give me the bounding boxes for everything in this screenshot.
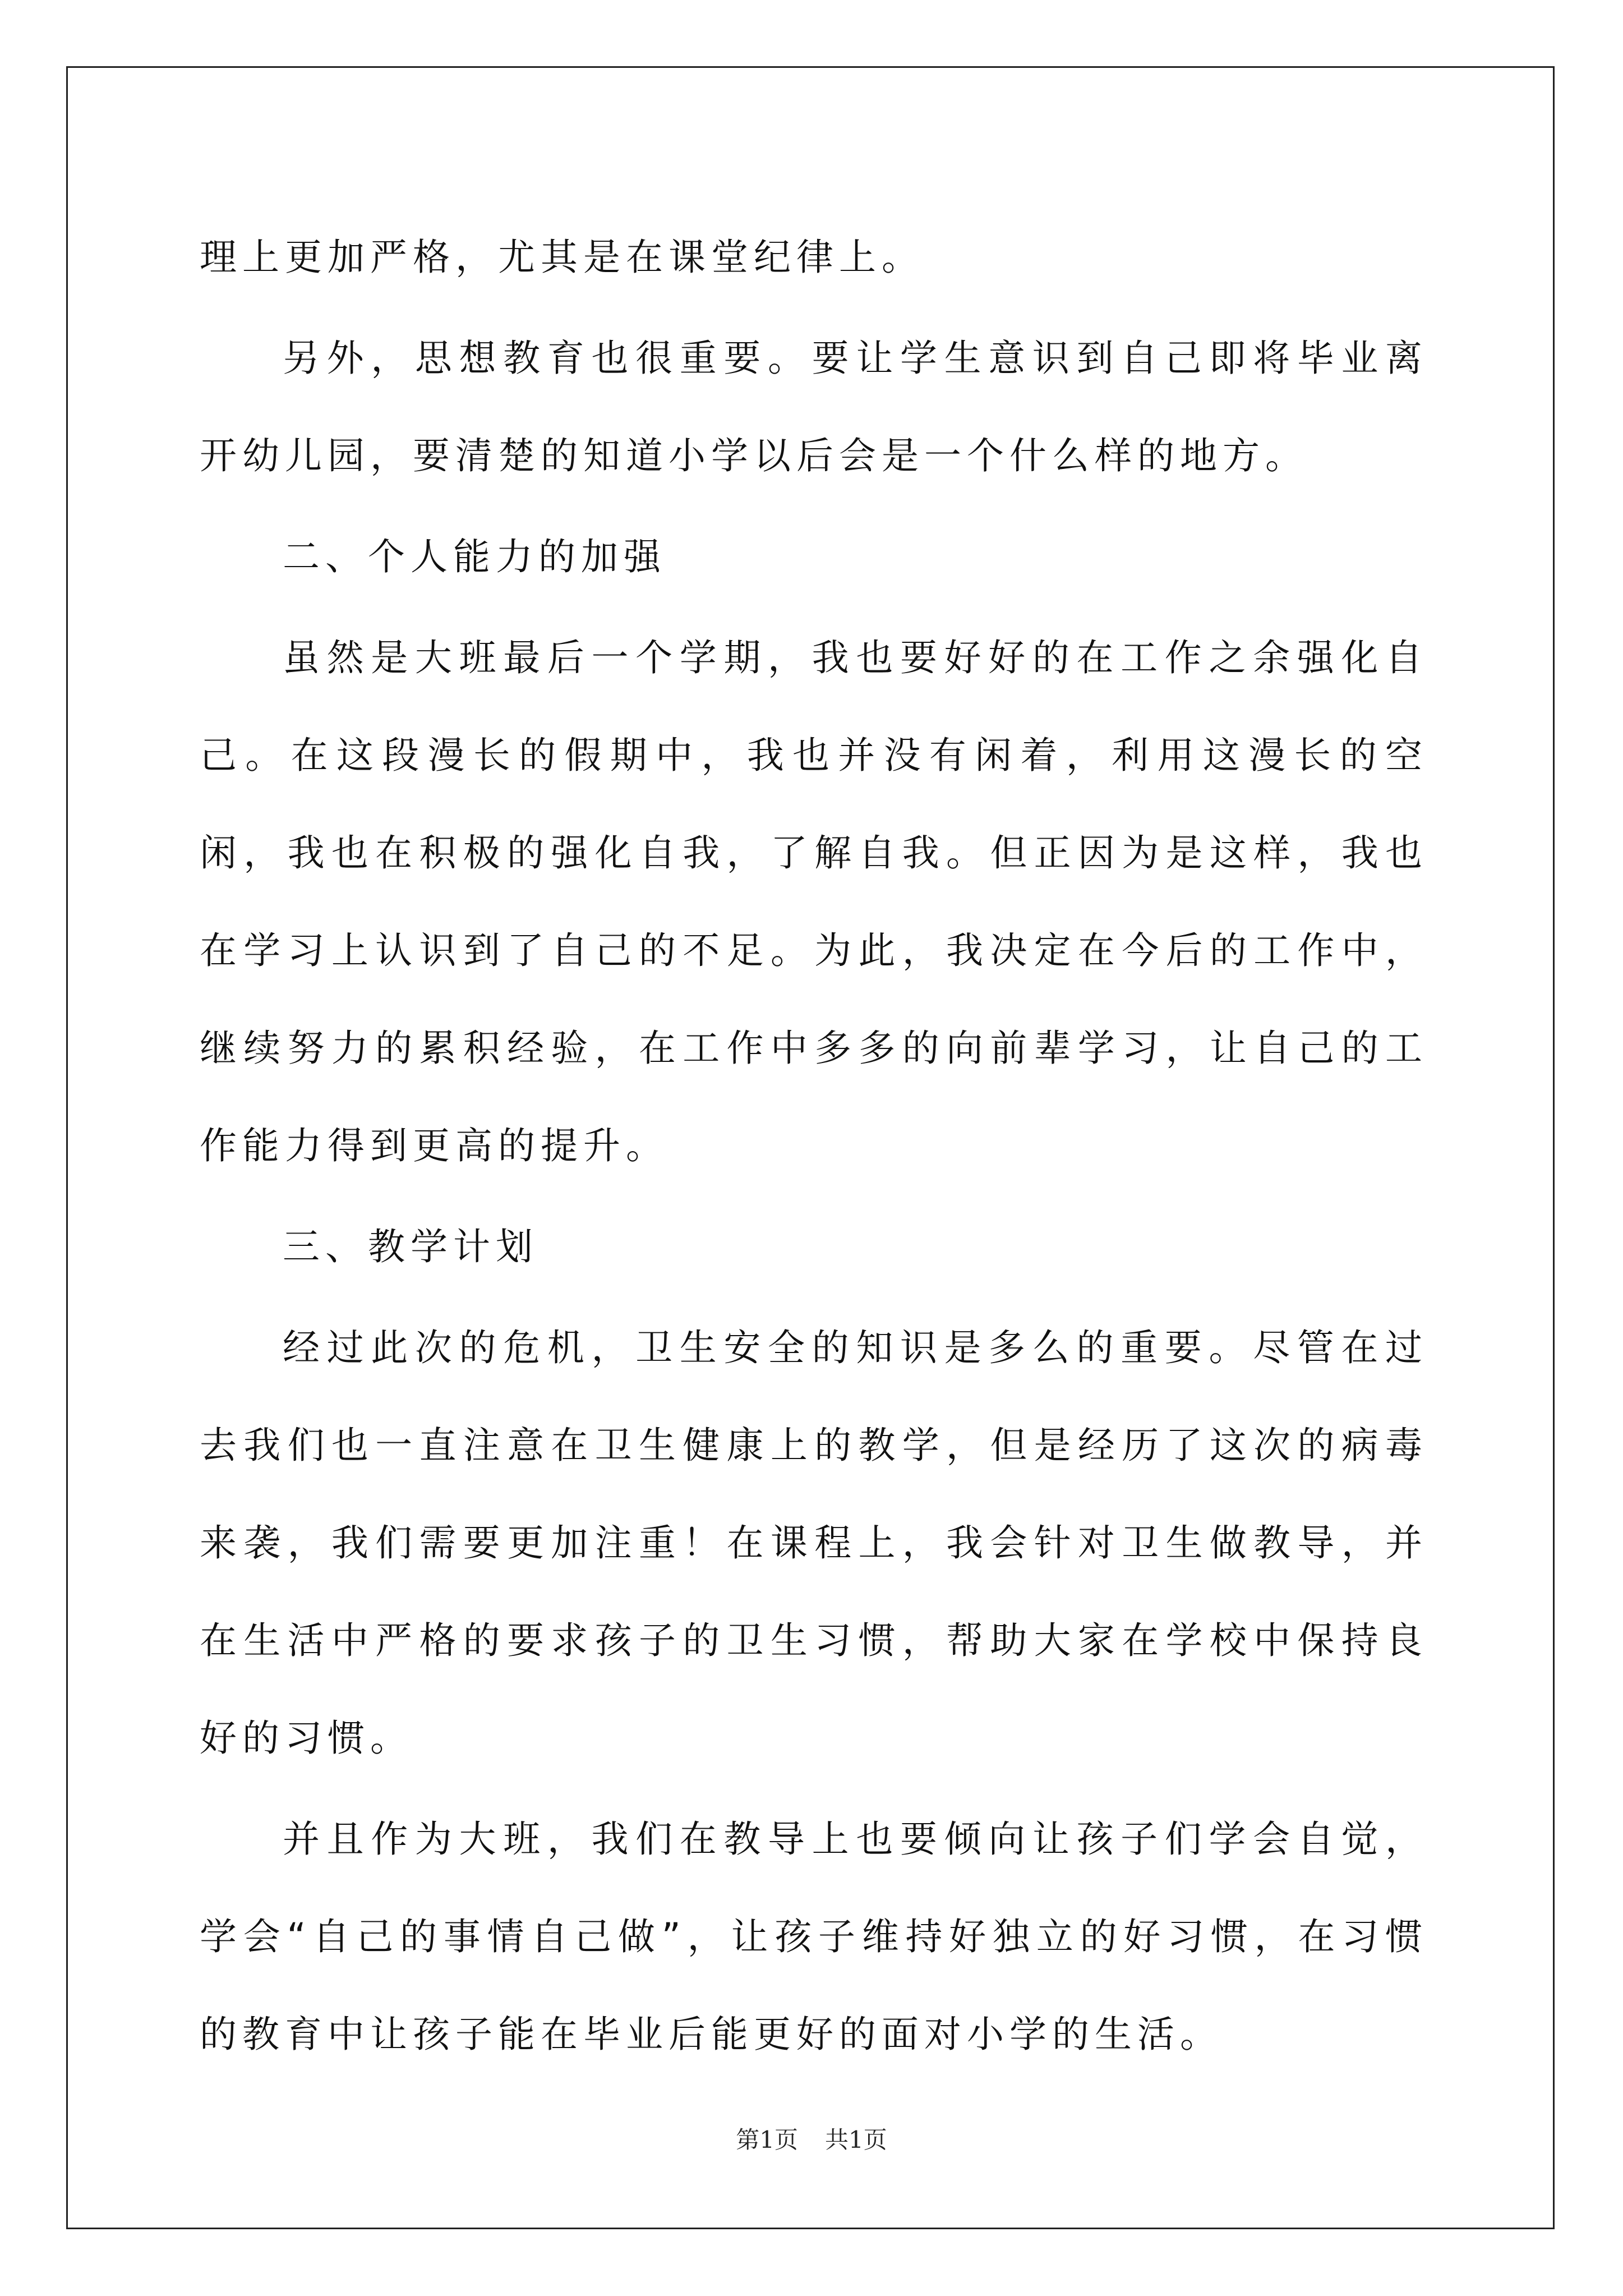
page-number: 第1页 xyxy=(736,2126,798,2154)
paragraph-ideology-education: 另外，思想教育也很重要。要让学生意识到自己即将毕业离开幼儿园，要清楚的知道小学以后会是一个什么样的地方。 xyxy=(200,337,1428,477)
page-footer xyxy=(0,2122,1623,2155)
paragraph-personal-ability: 虽然是大班最后一个学期，我也要好好的在工作之余强化自己。在这段漫长的假期中，我也并没有闲着，利用这漫长的空闲，我也在积极的强化自我，了解自我。但正因为是这样，我也在学习上认识到了自己的不足。为此，我决定在今后的工作中，继续努力的累积经验，在工作中多多的向前辈学习，让自己的工作能力得到更高的提升。 xyxy=(200,636,1428,1167)
paragraph-continuation: 理上更加严格，尤其是在课堂纪律上。 xyxy=(200,236,924,279)
section-heading-teaching-plan: 三、教学计划 xyxy=(283,1225,538,1268)
paragraph-independence-habits: 并且作为大班，我们在教导上也要倾向让孩子们学会自觉，学会“自己的事情自己做”，让孩子维持好独立的好习惯，在习惯的教育中让孩子能在毕业后能更好的面对小学的生活。 xyxy=(200,1818,1428,2056)
page-total: 共1页 xyxy=(825,2126,887,2154)
document-body xyxy=(200,209,1428,2083)
section-heading-personal-ability: 二、个人能力的加强 xyxy=(283,535,666,578)
paragraph-hygiene-teaching: 经过此次的危机，卫生安全的知识是多么的重要。尽管在过去我们也一直注意在卫生健康上的教学，但是经历了这次的病毒来袭，我们需要更加注重！在课程上，我会针对卫生做教导，并在生活中严格的要求孩子的卫生习惯，帮助大家在学校中保持良好的习惯。 xyxy=(200,1326,1428,1760)
